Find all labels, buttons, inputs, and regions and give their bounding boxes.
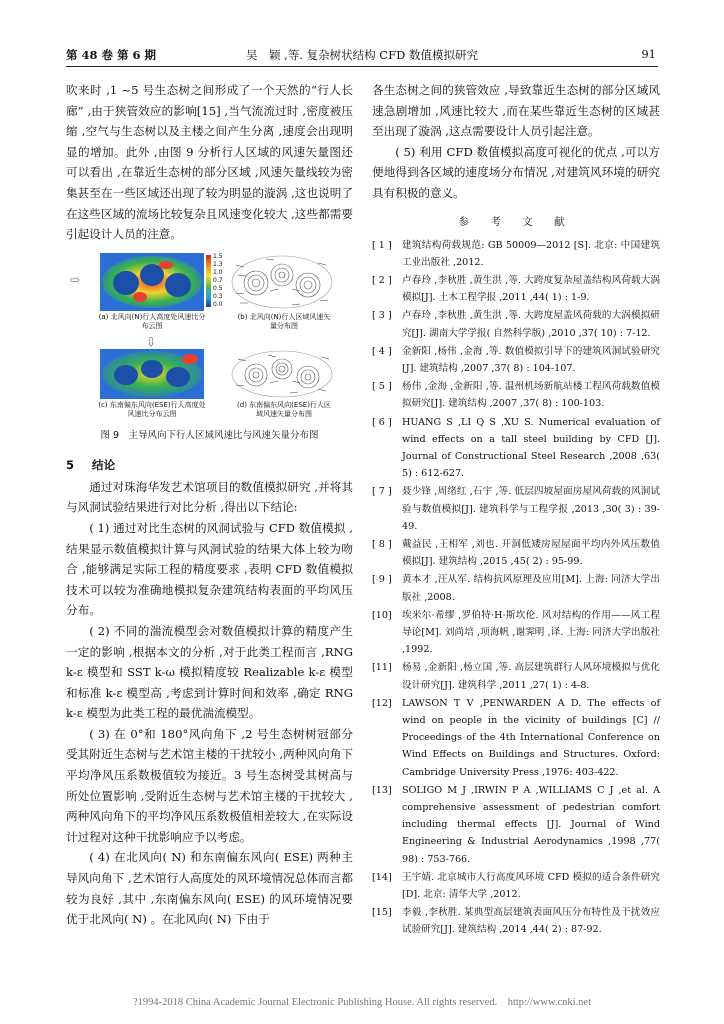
reference-text: 聂少锋 ,周绪红 ,石宇 ,等. 低层四坡屋面房屋风荷载的风洞试验与数值模拟[J]. 建筑科学与工程学报 ,2013 ,30( 3) : 39-49. [402, 486, 660, 532]
body-paragraph: 吹来时 ,1 ~5 号生态树之间形成了一个天然的“行人长廊” ,由于狭管效应的影响[15] ,当气流流过时 ,密度被压缩 ,空气与生态树以及主楼之间产生分离 ,速度会出现明显的增加。此外 ,由图 9 分析行人区域的风速矢量图还可以看出 ,在靠近生态树的部分区域 ,风速矢量线较为密集甚至在一些区域还出现了较为明显的漩涡 ,这也说明了在这些区域的流场比较复杂且风速变化较大 ,这些都需要引起设计人员的注意。 [66, 83, 353, 242]
reference-number: [13] [372, 784, 392, 796]
left-arrow-icon: ⇨ [70, 272, 81, 287]
reference-item [372, 237, 660, 271]
reference-text: 卢春玲 ,李秋胜 ,黄生洪 ,等. 大跨度复杂屋盖结构风荷载大涡模拟[J]. 土木工程学报 ,2011 ,44( 1) : 1-9. [402, 274, 660, 304]
legend-tick-label: 0.7 [213, 276, 223, 284]
panel-d-label: (d) 东南偏东风向(ESE)行人区域风速矢量分布图 [237, 400, 331, 418]
reference-item [372, 659, 660, 693]
legend-tick-label: 1.3 [213, 260, 223, 268]
panel-b-vector-image [230, 253, 334, 311]
reference-number: [ 5 ] [372, 381, 392, 393]
reference-text: 黄本才 ,汪从军. 结构抗风原理及应用[M]. 上海: 同济大学出版社 ,2008. [402, 574, 660, 603]
reference-number: [ 3 ] [372, 310, 392, 322]
reference-text: 李毅 ,李秋胜. 某典型高层建筑表面风压分布特性及干扰效应试验研究[J]. 建筑结构 ,2014 ,44( 2) : 87-92. [402, 907, 660, 936]
reference-text: 金新阳 ,杨伟 ,金海 ,等. 数值模拟引导下的建筑风洞试验研究[J]. 建筑结构 ,2007 ,37( 8) : 104-107. [402, 345, 660, 374]
reference-number: [ 7 ] [372, 486, 392, 498]
panel-a-contour-image [100, 253, 204, 311]
reference-number: [10] [372, 609, 392, 621]
legend [206, 253, 228, 311]
reference-text: SOLIGO M J ,IRWIN P A ,WILLIAMS C J ,et al. A comprehensive assessment of pedestrian comfort including thermal effects [J]. Journal of Wind Engineering & Industrial Aerodynamics ,1998 ,77( 98) : 753-766. [402, 784, 660, 865]
body-paragraph: 各生态树之间的狭管效应 ,导致靠近生态树的部分区域风速急剧增加 ,风速比较大 ,而在某些靠近生态树的区域甚至出现了漩涡 ,这点需要设计人员引起注意。 [372, 83, 660, 139]
conclusion-3: ( 3) 在 0°和 180°风向角下 ,2 号生态树树冠部分受其附近生态树与艺术馆主楼的干扰较小 ,两种风向角下平均净风压系数极值较为接近。3 号生态树受其树高与所处位置影响 ,受附近生态树与艺术馆主楼的干扰较大 ,两种风向角下的平均净风压系数极值相差较大 ,在实际设计过程对这种干扰影响应予以考虑。 [66, 726, 353, 844]
running-header [66, 44, 658, 67]
figure-caption: 图 9 主导风向下行人区域风速比与风速矢量分布图 [100, 429, 319, 441]
panel-b-label: (b) 北风向(N)行人区域风速矢量分布图 [237, 312, 331, 330]
section-number: 5 [66, 457, 75, 472]
conclusion-2: ( 2) 不同的湍流模型会对数值模拟计算的精度产生一定的影响 ,根据本文的分析 ,对于此类工程而言 ,RNG k-ε 模型和 SST k-ω 模拟精度较 Realizable k-ε 模型和标准 k-ε 模型高 ,考虑到计算时间和效率 ,确定 RNG k-ε 模型为此类工程的最优湍流模型。 [66, 623, 353, 721]
body-paragraph: 通过对珠海华发艺术馆项目的数值模拟研究 ,并将其与风洞试验结果进行对比分析 ,得出以下结论: [66, 479, 353, 515]
reference-number: [12] [372, 697, 392, 709]
reference-text: 戴益民 ,王相军 ,刘也. 开洞低矮房屋屋面平均内外风压数值模拟[J]. 建筑结构 ,2015 ,45( 2) : 95-99. [402, 539, 660, 568]
reference-list [372, 237, 660, 939]
section-title: 结论 [92, 457, 116, 472]
legend-tick-label: 1.5 [213, 252, 223, 260]
reference-item [372, 869, 660, 903]
conclusion-5: ( 5) 利用 CFD 数值模拟高度可视化的优点 ,可以方便地得到各区域的速度场分布情况 ,对建筑风环境的研究具有积极的意义。 [372, 144, 660, 200]
legend-tick-label: 0.3 [213, 292, 223, 300]
footer-copyright: ?1994-2018 China Academic Journal Electronic Publishing House. All rights reserved. http://www.cnki.net [132, 997, 592, 1008]
reference-item [372, 378, 660, 412]
reference-item [372, 695, 660, 781]
reference-text: 卢春玲 ,李秋胜 ,黄生洪 ,等. 大跨度屋盖风荷载的大涡模拟研究[J]. 湖南大学学报( 自然科学版) ,2010 ,37( 10) : 7-12. [402, 310, 660, 339]
reference-text: HUANG S ,LI Q S ,XU S. Numerical evaluation of wind effects on a tall steel building by CFD [J]. Journal of Constructional Steel Research ,2008 ,63( 5) : 612-627. [402, 416, 660, 480]
down-arrow-icon: ⇩ [146, 334, 157, 349]
reference-text: 埃米尔·希缪 ,罗伯特·H·斯坎伦. 风对结构的作用——风工程导论[M]. 刘尚培 ,项海帆 ,谢霁明 ,译. 上海: 同济大学出版社 ,1992. [402, 609, 660, 656]
reference-item [372, 782, 660, 868]
article-running-title: 吴 颖 ,等. 复杂树状结构 CFD 数值模拟研究 [246, 48, 478, 62]
journal-issue: 第 48 卷 第 6 期 [66, 48, 157, 62]
reference-item [372, 571, 660, 605]
reference-item [372, 272, 660, 306]
reference-text: LAWSON T V ,PENWARDEN A D. The effects of wind on people in the vicinity of buildings [C] // Proceedings of the 4th International Conference on Wind Effects on Buildings and Structures. Oxford: Cambridge University Press ,1976: 403-422. [402, 697, 660, 778]
reference-number: [ 9 ] [372, 574, 392, 586]
legend-tick-label: 1.0 [213, 268, 223, 276]
references-heading: 参 考 文 献 [458, 215, 574, 228]
reference-number: [ 2 ] [372, 274, 392, 286]
section-heading [66, 457, 353, 473]
reference-item [372, 414, 660, 483]
reference-item [372, 307, 660, 341]
reference-number: [ 8 ] [372, 539, 392, 551]
figure-9 [66, 251, 353, 423]
reference-text: 王宇婧. 北京城市人行高度风环境 CFD 模拟的适合条件研究[D]. 北京: 清华大学 ,2012. [402, 871, 660, 901]
left-column [66, 80, 353, 930]
reference-number: [ 4 ] [372, 345, 392, 357]
conclusion-1: ( 1) 通过对比生态树的风洞试验与 CFD 数值模拟 ,结果显示数值模拟计算与风洞试验的结果大体上较为吻合 ,能够满足实际工程的精度要求 ,表明 CFD 数值模拟技术可以较为准确地模拟复杂建筑结构表面的平均风压分布。 [66, 520, 353, 618]
reference-number: [11] [372, 662, 392, 674]
reference-text: 杨伟 ,金海 ,金新阳 ,等. 温州机场新航站楼工程风荷载数值模拟研究[J]. 建筑结构 ,2007 ,37( 8) : 100-103. [402, 381, 660, 410]
reference-number: [ 6 ] [372, 416, 392, 428]
panel-c-contour-image [100, 349, 204, 399]
reference-item [372, 343, 660, 377]
panel-c-label: (c) 东南偏东风向(ESE)行人高度处风速比分布云图 [98, 400, 206, 418]
reference-item [372, 607, 660, 659]
reference-item [372, 904, 660, 938]
reference-number: [14] [372, 871, 392, 883]
reference-number: [15] [372, 907, 392, 919]
reference-item [372, 536, 660, 570]
reference-text: 建筑结构荷载规范: GB 50009—2012 [S]. 北京: 中国建筑工业出版社 ,2012. [402, 239, 660, 268]
reference-item [372, 483, 660, 535]
legend-tick-label: 0.5 [213, 284, 223, 292]
reference-number: [ 1 ] [372, 239, 392, 251]
panel-a-label: (a) 北风向(N)行人高度处风速比分布云图 [98, 312, 206, 330]
right-column [372, 80, 660, 940]
conclusion-4: ( 4) 在北风向( N) 和东南偏东风向( ESE) 两种主导风向角下 ,艺术馆行人高度处的风环境情况总体而言都较为良好 ,其中 ,东南偏东风向( ESE) 的风环境情况要优于北风向( N) 。在北风向( N) 下由于 [66, 850, 353, 927]
page-number: 91 [641, 47, 656, 61]
panel-d-vector-image [230, 349, 334, 399]
reference-text: 杨易 ,金新阳 ,杨立国 ,等. 高层建筑群行人风环境模拟与优化设计研究[J]. 建筑科学 ,2011 ,27( 1) : 4-8. [402, 662, 660, 691]
legend-tick-label: 0.0 [213, 300, 223, 308]
